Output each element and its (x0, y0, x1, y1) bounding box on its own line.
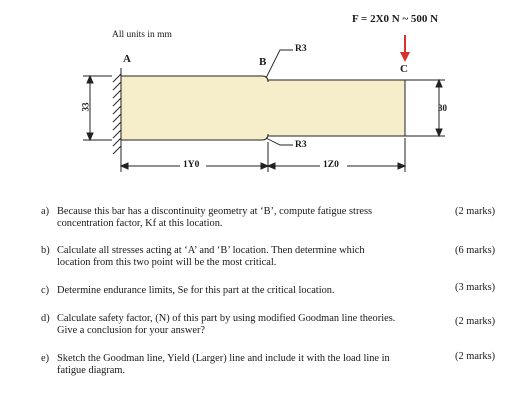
marks-e: (2 marks) (455, 351, 496, 362)
force-arrow (400, 35, 410, 62)
question-line: location from this two point will be the most critical. (57, 257, 277, 269)
radius-bottom-label: R3 (295, 140, 307, 150)
marks-d: (2 marks) (455, 316, 496, 327)
question-line: Calculate all stresses acting at ‘A’ and ‘B’ location. Then determine which (57, 245, 365, 256)
question-label: e) (41, 353, 50, 364)
question-label: c) (41, 285, 50, 296)
question-line: Determine endurance limits, Se for this part at the critical location. (57, 285, 335, 296)
units-note: All units in mm (112, 30, 172, 40)
marks-a: (2 marks) (455, 206, 496, 217)
length-dimensions (121, 138, 405, 172)
marks-c: (3 marks) (455, 282, 496, 293)
point-a-label: A (123, 53, 131, 65)
height-right-label: 30 (438, 103, 447, 113)
question-line: Give a conclusion for your answer? (57, 325, 206, 337)
beam-figure (0, 0, 519, 190)
marks-b: (6 marks) (455, 245, 496, 256)
length-right-label: 1Z0 (323, 160, 339, 170)
stepped-bar (121, 76, 405, 140)
point-c-label: C (400, 63, 408, 75)
point-b-label: B (259, 56, 267, 68)
question-line: Calculate safety factor, (N) of this part by using modified Goodman line theories. (57, 313, 396, 324)
length-left-label: 1Y0 (183, 160, 200, 170)
fixed-support-wall (113, 68, 121, 160)
question-line: Sketch the Goodman line, Yield (Larger) line and include it with the load line in (57, 353, 390, 364)
height-left-label: 33 (80, 102, 91, 112)
question-label: b) (41, 245, 50, 256)
force-label: F = 2X0 N ~ 500 N (352, 13, 439, 25)
question-line: Because this bar has a discontinuity geometry at ‘B’, compute fatigue stress (57, 206, 373, 217)
question-label: a) (41, 206, 50, 217)
question-line: concentration factor, Kf at this location. (57, 218, 223, 230)
question-label: d) (41, 313, 50, 324)
question-line: fatigue diagram. (57, 365, 126, 377)
radius-top-label: R3 (295, 44, 307, 54)
